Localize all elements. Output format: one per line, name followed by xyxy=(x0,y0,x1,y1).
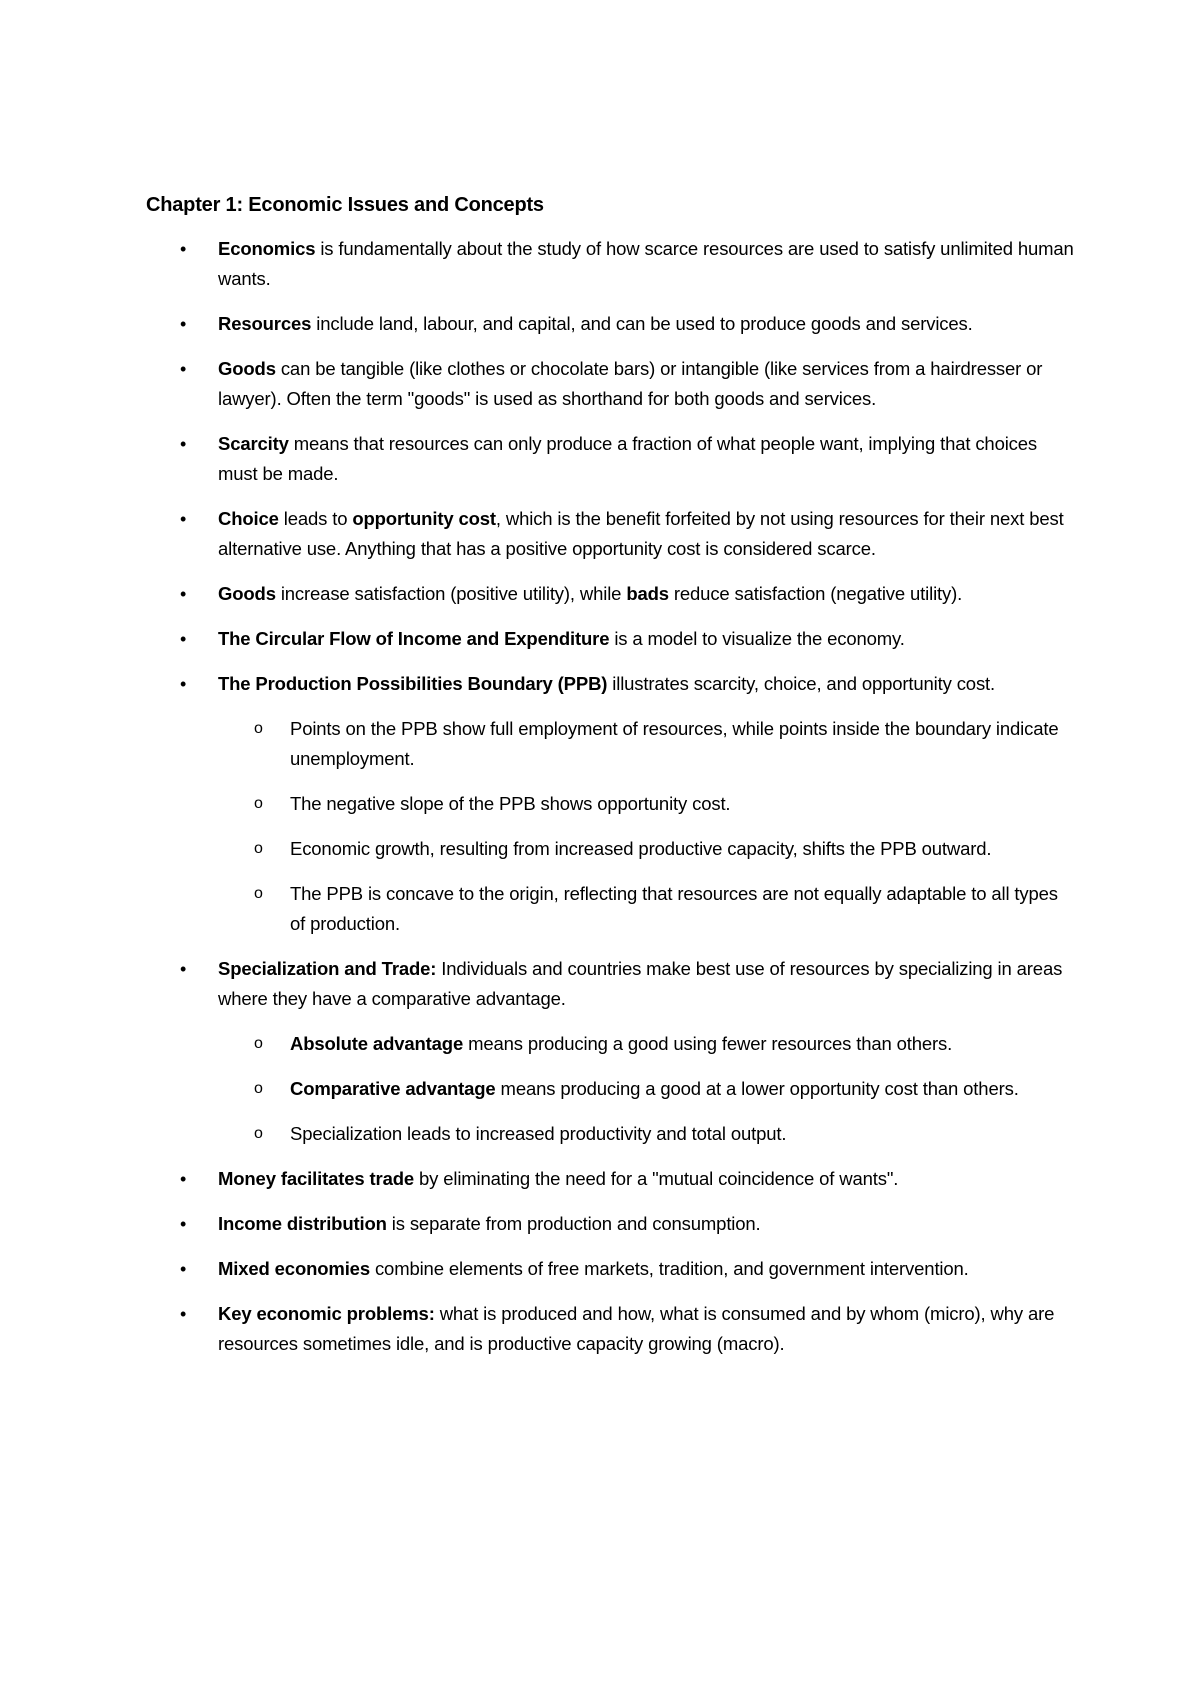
sub-bullet-list xyxy=(218,714,1076,939)
item-text: , which is the benefit forfeited by not using resources for their next best alternative use. Anything that has a positive opportunity cost is considered scarce. xyxy=(218,508,1064,559)
list-item xyxy=(146,1164,1076,1194)
item-text: combine elements of free markets, tradition, and government intervention. xyxy=(369,1258,969,1279)
item-text: is fundamentally about the study of how scarce resources are used to satisfy unlimited human wants. xyxy=(218,238,1074,289)
list-item xyxy=(146,954,1076,1149)
item-text: Economic growth, resulting from increased productive capacity, shifts the PPB outward. xyxy=(290,838,992,859)
item-text: Individuals and countries make best use of resources by specializing in areas where they have a comparative advantage. xyxy=(218,958,1063,1009)
sub-list-item xyxy=(218,879,1076,939)
term-key-problems: Key economic problems: xyxy=(218,1303,435,1324)
term-goods: Goods xyxy=(218,583,276,604)
term-bads: bads xyxy=(626,583,669,604)
term-comparative-advantage: Comparative advantage xyxy=(290,1078,496,1099)
item-text: illustrates scarcity, choice, and opportunity cost. xyxy=(607,673,996,694)
list-item xyxy=(146,354,1076,414)
bullet-icon: • xyxy=(180,674,187,694)
bullet-icon: • xyxy=(180,314,187,334)
sub-bullet-list xyxy=(218,1029,1076,1149)
item-text: means producing a good using fewer resources than others. xyxy=(463,1033,953,1054)
bullet-icon: • xyxy=(180,629,187,649)
bullet-icon: • xyxy=(180,959,187,979)
item-text: reduce satisfaction (negative utility). xyxy=(668,583,963,604)
item-text: what is produced and how, what is consumed and by whom (micro), why are resources sometimes idle, and is productive capacity growing (macro). xyxy=(218,1303,1055,1354)
bullet-icon: • xyxy=(180,1214,187,1234)
sub-list-item xyxy=(218,834,1076,864)
list-item xyxy=(146,1209,1076,1239)
item-text: The PPB is concave to the origin, reflecting that resources are not equally adaptable to all types of production. xyxy=(290,883,1058,934)
term-mixed-economies: Mixed economies xyxy=(218,1258,370,1279)
list-item xyxy=(146,429,1076,489)
sub-list-item xyxy=(218,789,1076,819)
bullet-icon: • xyxy=(180,584,187,604)
bullet-icon: • xyxy=(180,1259,187,1279)
sub-bullet-icon: o xyxy=(254,1125,263,1142)
term-income-distribution: Income distribution xyxy=(218,1213,387,1234)
sub-list-item xyxy=(218,1119,1076,1149)
sub-bullet-icon: o xyxy=(254,795,263,812)
document-content xyxy=(146,190,1076,1374)
item-text: The negative slope of the PPB shows opportunity cost. xyxy=(290,793,731,814)
item-text: by eliminating the need for a "mutual coincidence of wants". xyxy=(414,1168,899,1189)
term-choice: Choice xyxy=(218,508,279,529)
sub-bullet-icon: o xyxy=(254,885,263,902)
bullet-icon: • xyxy=(180,359,187,379)
item-text: Specialization leads to increased productivity and total output. xyxy=(290,1123,787,1144)
item-text: means producing a good at a lower opportunity cost than others. xyxy=(495,1078,1019,1099)
bullet-icon: • xyxy=(180,434,187,454)
term-goods: Goods xyxy=(218,358,276,379)
item-text: can be tangible (like clothes or chocolate bars) or intangible (like services from a hairdresser or lawyer). Often the term "goods" is used as shorthand for both goods and services. xyxy=(218,358,1043,409)
term-economics: Economics xyxy=(218,238,316,259)
item-text: Points on the PPB show full employment of resources, while points inside the boundary indicate unemployment. xyxy=(290,718,1059,769)
item-text: is separate from production and consumption. xyxy=(386,1213,761,1234)
item-text: include land, labour, and capital, and can be used to produce goods and services. xyxy=(311,313,973,334)
bullet-icon: • xyxy=(180,239,187,259)
sub-bullet-icon: o xyxy=(254,840,263,857)
term-scarcity: Scarcity xyxy=(218,433,289,454)
term-circular-flow: The Circular Flow of Income and Expenditure xyxy=(218,628,610,649)
list-item xyxy=(146,579,1076,609)
term-opportunity-cost: opportunity cost xyxy=(352,508,496,529)
bullet-list xyxy=(146,234,1076,1359)
bullet-icon: • xyxy=(180,1304,187,1324)
sub-list-item xyxy=(218,1074,1076,1104)
list-item xyxy=(146,624,1076,654)
chapter-heading: Chapter 1: Economic Issues and Concepts xyxy=(146,194,544,216)
term-absolute-advantage: Absolute advantage xyxy=(290,1033,464,1054)
term-resources: Resources xyxy=(218,313,312,334)
item-text: leads to xyxy=(278,508,353,529)
list-item xyxy=(146,234,1076,294)
term-money: Money facilitates trade xyxy=(218,1168,415,1189)
item-text: means that resources can only produce a fraction of what people want, implying that choices must be made. xyxy=(218,433,1038,484)
list-item xyxy=(146,309,1076,339)
sub-list-item xyxy=(218,1029,1076,1059)
item-text: increase satisfaction (positive utility), while xyxy=(275,583,627,604)
list-item xyxy=(146,1299,1076,1359)
list-item xyxy=(146,669,1076,939)
bullet-icon: • xyxy=(180,509,187,529)
sub-bullet-icon: o xyxy=(254,720,263,737)
term-ppb: The Production Possibilities Boundary (PPB) xyxy=(218,673,608,694)
sub-bullet-icon: o xyxy=(254,1080,263,1097)
item-text: is a model to visualize the economy. xyxy=(609,628,905,649)
list-item xyxy=(146,504,1076,564)
term-specialization: Specialization and Trade: xyxy=(218,958,437,979)
bullet-icon: • xyxy=(180,1169,187,1189)
sub-bullet-icon: o xyxy=(254,1035,263,1052)
list-item xyxy=(146,1254,1076,1284)
sub-list-item xyxy=(218,714,1076,774)
